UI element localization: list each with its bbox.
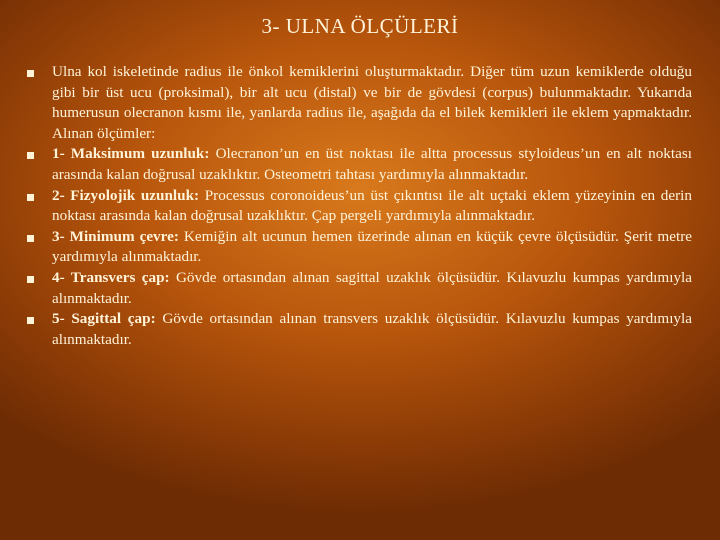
bullet-body: Gövde ortasından alınan sagittal uzaklık ölçüsüdür. Kılavuzlu kumpas yardımıyla alınmaktadır. xyxy=(52,268,692,307)
bullet-heading: 5- Sagittal çap: xyxy=(52,310,156,328)
bullet-text xyxy=(52,309,692,350)
bullet-body: Processus coronoideus’un üst çıkıntısı ile alt uçtaki eklem yüzeyinin en derin noktası arasında kalan doğrusal uzaklıktır. Çap pergeli yardımıyla alınmaktadır. xyxy=(52,186,692,225)
bullet-text xyxy=(52,186,692,227)
bullet-item-transverse-diameter xyxy=(22,268,694,309)
square-bullet-icon xyxy=(27,276,34,283)
bullet-heading: 4- Transvers çap: xyxy=(52,268,170,286)
bullet-body: Olecranon’un en üst noktası ile altta processus styloideus’un en alt noktası arasında kalan doğrusal uzaklıktır. Osteometri tahtası yardımıyla alınmaktadır. xyxy=(52,145,692,183)
bullet-text xyxy=(52,144,692,185)
square-bullet-icon xyxy=(27,194,34,201)
bullet-item-sagittal-diameter xyxy=(22,309,694,350)
bullet-body: Ulna kol iskeletinde radius ile önkol kemiklerini oluşturmaktadır. Diğer tüm uzun kemiklerde olduğu gibi bir üst ucu (proksimal), bir alt ucu (distal) ve bir de gövdesi (corpus) bulunmaktadır. Yukarıda humerusun olecranon kısmı ile, yanlarda radius ile, aşağıda da el bilek kemikleri ile eklem yapmaktadır. Alınan ölçümler: xyxy=(52,63,692,142)
bullet-item-intro xyxy=(22,62,694,144)
bullet-heading: 1- Maksimum uzunluk: xyxy=(52,145,210,163)
bullet-heading: 2- Fizyolojik uzunluk: xyxy=(52,186,200,204)
bullet-text xyxy=(52,227,692,268)
bullet-item-maximum-length xyxy=(22,144,694,185)
square-bullet-icon xyxy=(27,317,34,324)
bullet-text xyxy=(52,62,692,144)
bullet-body: Gövde ortasından alınan transvers uzaklık ölçüsüdür. Kılavuzlu kumpas yardımıyla alınmaktadır. xyxy=(52,310,692,348)
slide-title: 3- ULNA ÖLÇÜLERİ xyxy=(261,14,459,38)
bullet-heading: 3- Minimum çevre: xyxy=(52,227,179,245)
square-bullet-icon xyxy=(27,235,34,242)
bullet-text xyxy=(52,268,692,309)
square-bullet-icon xyxy=(27,70,34,77)
square-bullet-icon xyxy=(27,152,34,159)
bullet-item-physiological-length xyxy=(22,186,694,227)
bullet-body: Kemiğin alt ucunun hemen üzerinde alınan en küçük çevre ölçüsüdür. Şerit metre yardımıyla alınmaktadır. xyxy=(52,227,692,266)
bullet-list xyxy=(22,62,694,350)
bullet-item-minimum-circumference xyxy=(22,227,694,268)
